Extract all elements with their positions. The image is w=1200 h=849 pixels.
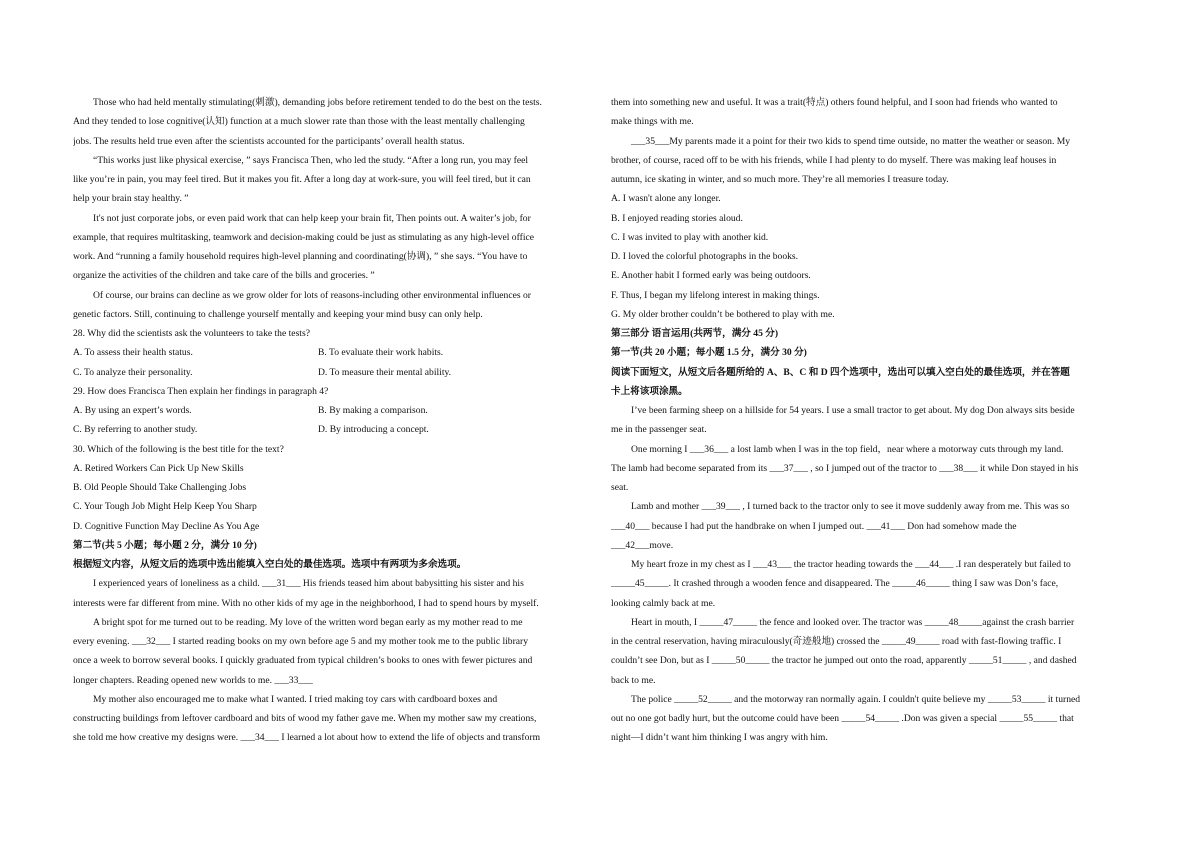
answer-options-row [73,343,589,362]
text-line: The lamb had become separated from its ___37___ , so I jumped out of the tractor to ___38___ it while Don stayed in his [611,462,1079,474]
text-line: she told me how creative my designs were. ___34___ I learned a lot about how to extend the life of objects and transform [73,732,541,744]
section-heading: 阅读下面短文，从短文后各题所给的 A、B、C 和 D 四个选项中，选出可以填入空白处的最佳选项，并在答题 [611,366,1070,378]
answer-option: D. By introducing a concept. [318,424,429,436]
text-line: every evening. ___32___ I started reading books on my own before age 5 and my mother took me to the public library [73,636,529,647]
text-line: C. Your Tough Job Might Help Keep You Sharp [73,501,257,513]
text-line: example, that requires multitasking, teamwork and decision-making could be just as stimulating as any high-level office [73,231,535,243]
text-line: The police _____52_____ and the motorway ran normally again. I couldn't quite believe my _____53_____ it turned [631,693,1081,705]
text-line: I’ve been farming sheep on a hillside for 54 years. I use a small tractor to get about. My dog Don always sits beside [631,405,1075,416]
text-line: E. Another habit I formed early was being outdoors. [611,270,811,282]
text-line: ___35___My parents made it a point for their two kids to spend time outside, no matter the weather or season. My [631,135,1071,147]
text-line: A. Retired Workers Can Pick Up New Skills [73,462,244,474]
answer-option: A. By using an expert’s words. [73,405,192,416]
text-line: me in the passenger seat. [611,424,707,436]
text-line: looking calmly back at me. [611,597,716,609]
section-heading: 第一节(共 20 小题；每小题 1.5 分，满分 30 分) [611,347,807,359]
section-heading: 卡上将该项涂黑。 [611,385,688,397]
text-line: interests were far different from mine. With no other kids of my age in the neighborhood, I had to spend hours by myself. [73,597,539,609]
section-heading: 第三部分 语言运用(共两节，满分 45 分) [611,328,779,339]
text-line: 28. Why did the scientists ask the volunteers to take the tests? [73,328,310,339]
right-column [611,93,1129,748]
text-line: I experienced years of loneliness as a child. ___31___ His friends teased him about babysitting his sister and his [93,578,524,590]
answer-options-row [73,363,589,382]
text-line: longer chapters. Reading opened new worlds to me. ___33___ [73,674,313,686]
text-line: G. My older brother couldn’t be bothered to play with me. [611,308,835,320]
text-line: ___40___ because I had put the handbrake on when I jumped out. ___41___ Don had somehow made the [611,520,1017,532]
text-line: My mother also encouraged me to make what I wanted. I tried making toy cars with cardboard boxes and [93,693,498,705]
text-line: One morning I ___36___ a lost lamb when I was in the top field，near where a motorway cuts through my land. [631,443,1064,455]
text-line: help your brain stay healthy. ” [73,193,189,205]
text-line: once a week to borrow several books. I quickly graduated from typical children’s books to ones with fewer pictures and [73,655,533,667]
text-line: seat. [611,482,629,493]
answer-option: D. To measure their mental ability. [318,366,452,378]
text-line: brother, of course, raced off to be with his friends, while I had plenty to do myself. There was making leaf houses in [611,154,1057,166]
text-line: constructing buildings from leftover cardboard and bits of wood my father gave me. When my mother saw my creations, [73,713,537,724]
text-line: ___42___move. [611,539,674,551]
text-line: F. Thus, I began my lifelong interest in making things. [611,289,820,301]
text-line: couldn’t see Don, but as I _____50_____ the tractor he jumped out onto the road, apparently _____51_____ , and dashed [611,655,1077,667]
answer-option: C. By referring to another study. [73,424,198,436]
text-line: My heart froze in my chest as I ___43___ the tractor heading towards the ___44___ .I ran desperately but failed to [631,559,1071,570]
text-line: B. I enjoyed reading stories aloud. [611,212,743,224]
text-line: 29. How does Francisca Then explain her findings in paragraph 4? [73,385,329,397]
text-line: like you’re in pain, you may feel tired. But it makes you fit. After a long day at work-sure, you will feel tired, but it can [73,174,531,185]
text-line: Heart in mouth, I _____47_____ the fence and looked over. The tractor was _____48_____against the crash barrier [631,616,1075,628]
text-line: B. Old People Should Take Challenging Jobs [73,482,247,493]
text-line: 30. Which of the following is the best title for the text? [73,443,284,455]
answer-options-row [73,420,589,439]
answer-options-row [73,401,589,420]
section-heading: 第二节(共 5 小题；每小题 2 分，满分 10 分) [73,539,257,551]
text-line: Of course, our brains can decline as we grow older for lots of reasons-including other environmental influences or [93,289,531,301]
text-line: D. Cognitive Function May Decline As You Age [73,520,260,532]
text-line: genetic factors. Still, continuing to challenge yourself mentally and keeping your mind busy can only help. [73,308,483,320]
text-line: make things with me. [611,116,694,128]
text-line: night—I didn’t want him thinking I was angry with him. [611,732,828,744]
text-line: A. I wasn't alone any longer. [611,193,721,205]
text-line: back to me. [611,674,656,686]
text-line: It's not just corporate jobs, or even paid work that can help keep your brain fit, Then points out. A waiter’s job, for [93,212,531,224]
text-line: Lamb and mother ___39___ , I turned back to the tractor only to see it move suddenly away from me. This was so [631,501,1070,513]
left-column [73,93,589,748]
answer-option: A. To assess their health status. [73,347,193,359]
text-line: D. I loved the colorful photographs in the books. [611,251,799,262]
section-heading: 根据短文内容，从短文后的选项中选出能填入空白处的最佳选项。选项中有两项为多余选项。 [73,559,467,570]
text-line: “This works just like physical exercise, ” says Francisca Then, who led the study. “After a long run, you may feel [93,154,529,166]
text-line: them into something new and useful. It was a trait(特点) others found helpful, and I soon had friends who wanted to [611,97,1058,108]
text-line: out no one got badly hurt, but the outcome could have been _____54_____ .Don was given a special _____55_____ that [611,713,1074,724]
text-line: C. I was invited to play with another kid. [611,231,769,243]
text-line: A bright spot for me turned out to be reading. My love of the written word began early as my mother read to me [93,616,523,628]
text-line: And they tended to lose cognitive(认知) function at a much slower rate than those with the least mentally challenging [73,116,525,128]
text-line: jobs. The results held true even after the scientists accounted for the participants’ overall health status. [73,135,465,147]
text-line: autumn, ice skating in winter, and so much more. They’re all memories I treasure today. [611,174,949,185]
text-line: work. And “running a family household requires high-level planning and coordinating(协调), ” she says. “You have to [73,251,528,262]
text-line: in the central reservation, having miraculously(奇迹般地) crossed the _____49_____ road with fast-flowing traffic. I [611,636,1062,647]
answer-option: C. To analyze their personality. [73,366,193,378]
text-line: Those who had held mentally stimulating(刺激), demanding jobs before retirement tended to do the best on the tests. [93,97,542,108]
text-line: organize the activities of the children and take care of the bills and groceries. ” [73,270,375,282]
answer-option: B. By making a comparison. [318,405,428,416]
text-line: _____45_____. It crashed through a wooden fence and disappeared. The _____46_____ thing I saw was Don’s face, [611,578,1059,590]
answer-option: B. To evaluate their work habits. [318,347,444,359]
